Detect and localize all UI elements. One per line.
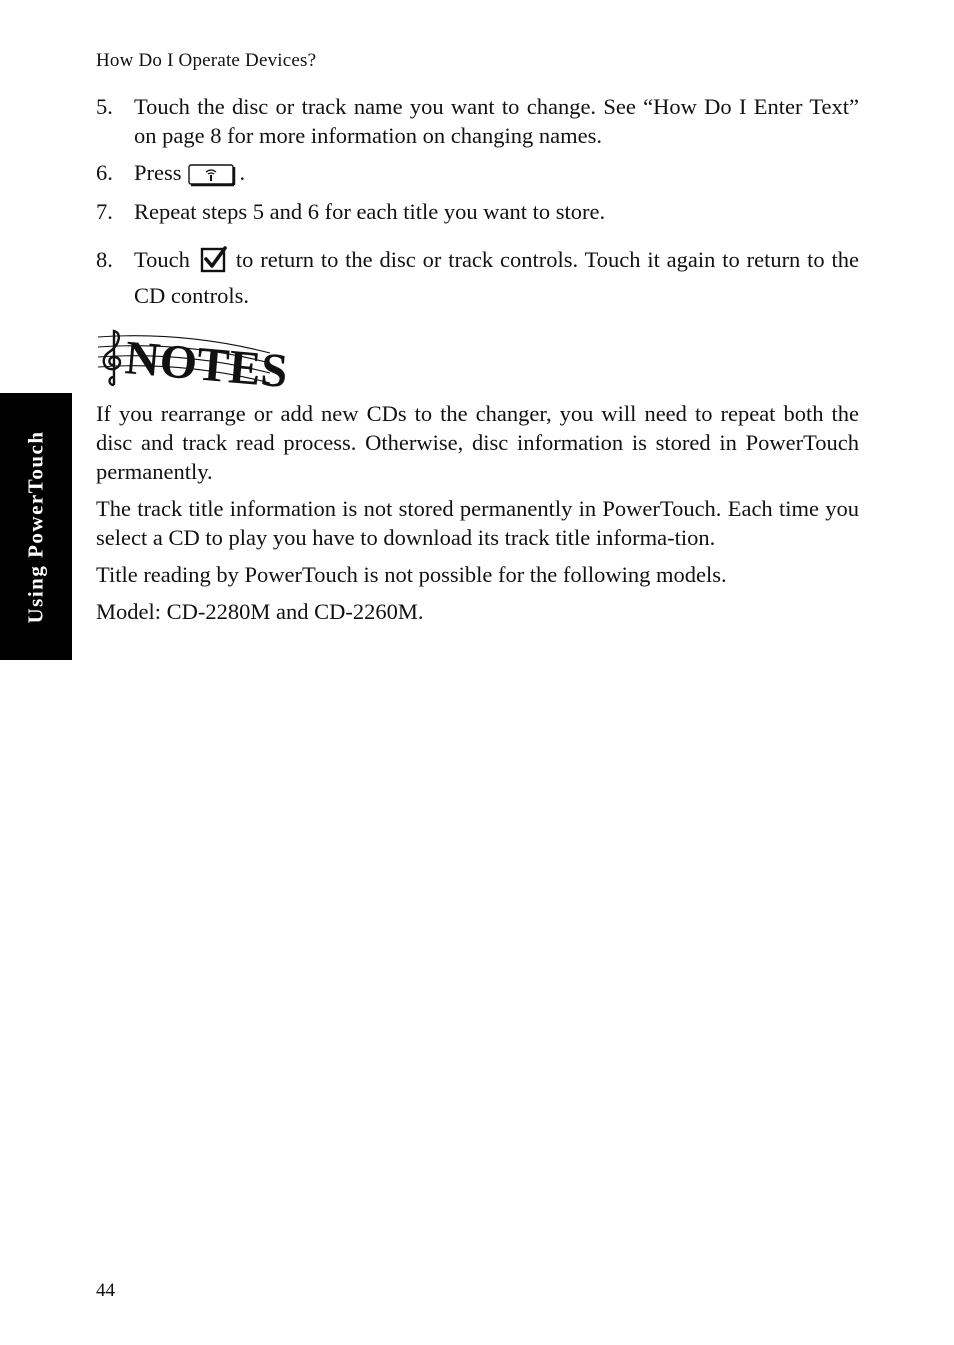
note-paragraph: Model: CD-2280M and CD-2260M. — [96, 599, 424, 624]
phone-button-icon — [188, 164, 236, 186]
step-5 — [96, 92, 859, 150]
step-6 — [96, 158, 859, 187]
step-7 — [96, 197, 859, 226]
step-number: 6. — [96, 160, 113, 185]
page-number: 44 — [96, 1280, 115, 1301]
step-text-after: . — [239, 160, 246, 185]
side-tab-label: Using PowerTouch — [23, 430, 48, 623]
step-text-after: to return to the disc or track controls. Touch it again to return to the CD controls. — [134, 247, 859, 308]
notes-heading-text: NOTES — [123, 331, 290, 399]
step-8 — [96, 242, 859, 314]
steps-list — [96, 92, 859, 314]
step-text: Touch the disc or track name you want to change. See “How Do I Enter Text” on page 8 for more information on changing names. — [134, 94, 859, 148]
step-text: Repeat steps 5 and 6 for each title you want to store. — [134, 199, 606, 224]
notes-heading-graphic — [96, 327, 290, 399]
running-head: How Do I Operate Devices? — [96, 50, 317, 71]
note-paragraph: If you rearrange or add new CDs to the changer, you will need to repeat both the disc and track read process. Otherwise, disc information is stored in PowerTouch permanently. — [96, 401, 859, 484]
side-tab — [0, 393, 72, 660]
checkmark-icon — [200, 245, 228, 273]
step-text-before: Touch — [134, 247, 190, 272]
note-paragraph: The track title information is not stored permanently in PowerTouch. Each time you select a CD to play you have to download its track title informa-tion. — [96, 496, 859, 550]
step-number: 8. — [96, 247, 113, 272]
treble-clef-icon — [104, 331, 120, 385]
notes-body — [96, 399, 859, 634]
step-text-before: Press — [134, 160, 182, 185]
note-paragraph: Title reading by PowerTouch is not possible for the following models. — [96, 562, 727, 587]
step-number: 7. — [96, 199, 113, 224]
step-number: 5. — [96, 94, 113, 119]
